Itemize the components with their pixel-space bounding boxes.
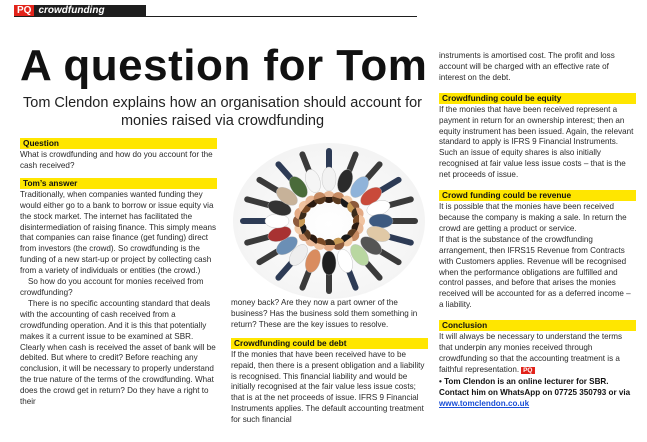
column3-paragraph-1: instruments is amortised cost. The profit and loss account will be charged with an effective rate of interest on the debt. <box>439 51 615 82</box>
conclusion-heading: Conclusion <box>439 320 636 331</box>
column2-paragraph-1: money back? Are they now a part owner of the business? Has the business sold them something in return? These are the key issues to resolve. <box>231 298 418 329</box>
answer-paragraph-1: Traditionally, when companies wanted funding they would either go to a bank to borrow or issue equity via the stock market. The internet has facilitated the disintermediation of raising finance. This simply means that companies can raise finance (get funding) direct from investors (the crowd). So crowdfunding is the funding of a new start-up or project by collecting cash from a variety of individuals or entities (the crowd.) <box>20 189 216 276</box>
answer-heading: Tom’s answer <box>20 178 217 189</box>
headline: A question for Tom <box>20 41 428 90</box>
question-heading: Question <box>20 138 217 149</box>
debt-text: If the monies that have been received have to be repaid, then there is a present obligation and a liability is recognised. This financial liability and would be initially recognised at the fair value less issue costs; that is at the net proceeds of issue. IFRS 9 Financial Instruments applies. The default accounting treatment for such financial <box>231 349 425 425</box>
column-1 <box>20 136 218 408</box>
revenue-paragraph-2: If that is the substance of the crowdfunding arrangement, then IFRS15 Revenue from Contracts with Customers applies. Revenue will be recognised when the performance obligations are fulfilled and control passes, and before that arises the monies received will be accounted for as a deferred income – a liability. <box>439 234 631 310</box>
author-bio-text: • Tom Clendon is an online lecturer for SBR. Contact him on WhatsApp on 07725 350793 or via <box>439 376 631 397</box>
person-torso <box>322 251 336 275</box>
revenue-paragraph-1: It is possible that the monies have been received because the company is making a sale. In return the crowd are getting a product or service. <box>439 202 627 233</box>
conclusion-text <box>439 332 637 377</box>
crowd-circle-photo <box>226 135 431 300</box>
conclusion-body: It will always be necessary to understand the terms that underpin any monies received through crowdfunding so that the accounting treatment is a faithful representation. <box>439 332 623 374</box>
column-2 <box>231 298 427 426</box>
section-name: crowdfunding <box>34 5 146 17</box>
standfirst: Tom Clendon explains how an organisation should account for monies raised via crowdfunding <box>23 95 422 129</box>
answer-paragraph-3: There is no specific accounting standard that deals with the accounting of cash received from a crowdfunding operation. And it is this that potentially makes it a current issue to be examined at SBR. Clearly when cash is received the asset of bank will be debited. But where to credit? Before reaching any conclusion, it will be necessary to properly understand the true nature of the terms of the crowdfunding. What does the crowd get in return? Do they have a right to their <box>20 298 216 407</box>
column-3 <box>439 51 637 409</box>
question-text: What is crowdfunding and how do you account for the cash received? <box>20 150 213 170</box>
person-torso <box>265 214 289 228</box>
person-torso <box>322 167 336 191</box>
revenue-heading: Crowd funding could be revenue <box>439 190 636 201</box>
equity-heading: Crowdfunding could be equity <box>439 93 636 104</box>
answer-paragraph-2: So how do you account for monies received from crowdfunding? <box>20 277 204 297</box>
pq-logo: PQ <box>14 5 34 17</box>
end-mark: PQ <box>523 366 533 374</box>
brand-rule <box>14 16 417 17</box>
debt-heading: Crowdfunding could be debt <box>231 338 428 349</box>
person-torso <box>369 214 393 228</box>
author-bio <box>439 377 637 410</box>
equity-text: If the monies that have been received represent a payment in return for an ownership interest; then an equity instrument has been issued. Again, the relevant standard to apply is IFRS 9 Financial Instruments. Such an issue of equity shares is also initially recognised at fair value less issue costs – that is the net proceeds of issue. <box>439 104 634 180</box>
author-website-link[interactable]: www.tomclendon.co.uk <box>439 398 530 408</box>
